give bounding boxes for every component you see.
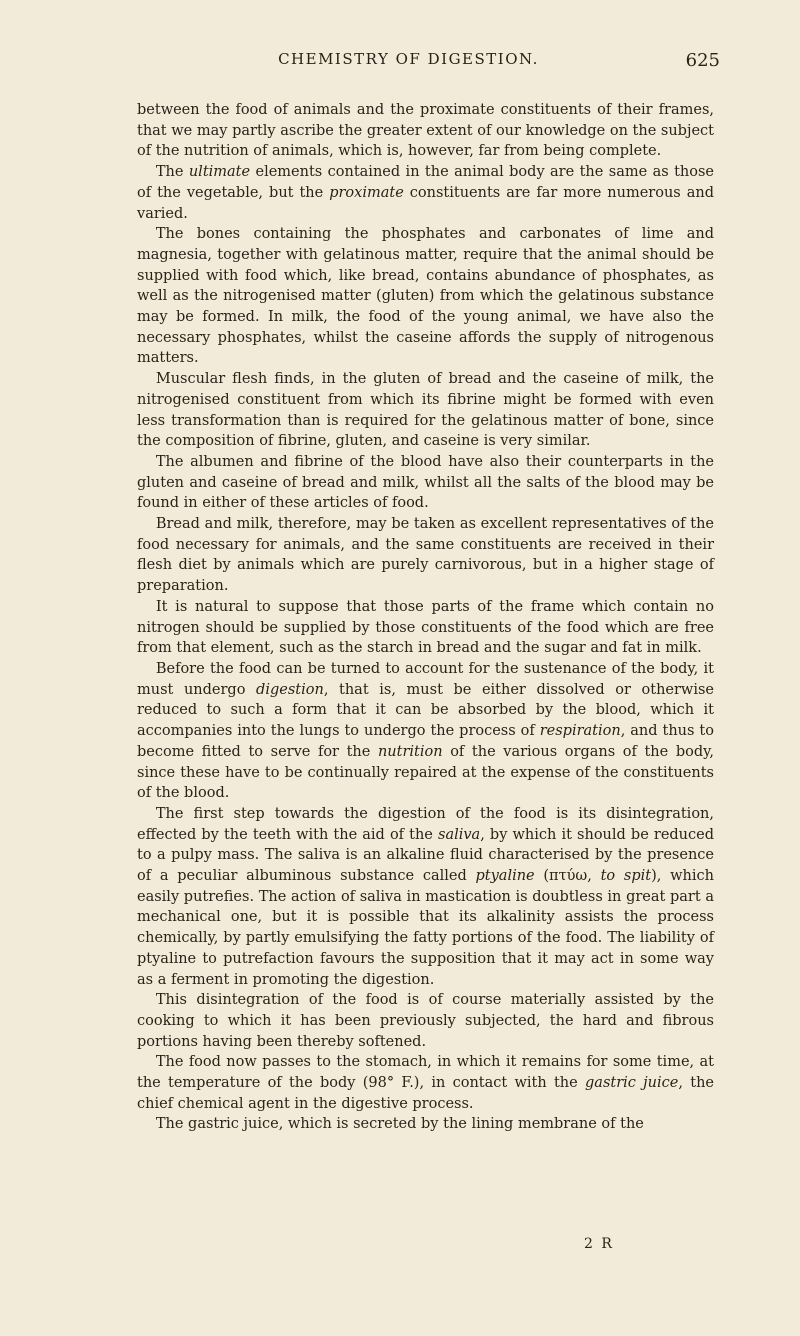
paragraph: The first step towards the digestion of the food is its disintegration, effected by the teeth with the aid of the saliva, by which it should be reduced to a pulpy mass. The saliva is an alkaline fluid characterised by the presence of a peculiar albuminous substance called ptyaline (πτύω, to spit), which easily putrefies. The action of saliva in mastication is doubtless in great part a mechanical one, but it is possible that its alkalinity assists the process chemically, by partly emulsifying the fatty portions of the food. The liability of ptyaline to putrefaction favours the supposition that it may act in some way as a ferment in promoting the digestion. — [137, 805, 714, 988]
paragraph: The ultimate elements contained in the animal body are the same as those of the vegetable, but the proximate constituents are far more numerous and varied. — [137, 164, 714, 222]
page-number: 625 — [685, 50, 720, 71]
paragraph: Bread and milk, therefore, may be taken as excellent representatives of the food necessary for animals, and the same constituents are received in their flesh diet by animals which are purely carnivorous, but in a higher stage of preparation. — [137, 516, 714, 595]
paragraph: Muscular flesh finds, in the gluten of bread and the caseine of milk, the nitrogenised constituent from which its fibrine might be formed with even less transformation than is required for the gelatinous matter of bone, since the composition of fibrine, gluten, and caseine is very similar. — [137, 371, 714, 450]
paragraph: The bones containing the phosphates and carbonates of lime and magnesia, together with gelatinous matter, require that the animal should be supplied with food which, like bread, contains abundance of phosphates, as well as the nitrogenised matter (gluten) from which the gelatinous substance may be formed. In milk, the food of the young animal, we have also the necessary phosphates, whilst the caseine affords the supply of nitrogenous matters. — [137, 226, 714, 367]
paragraph: This disintegration of the food is of course materially assisted by the cooking to which it has been previously subjected, the hard and fibrous portions having been thereby softened. — [137, 992, 714, 1050]
body-text — [137, 100, 714, 1135]
paragraph: The gastric juice, which is secreted by the lining membrane of the — [155, 1116, 644, 1133]
paragraph: The food now passes to the stomach, in which it remains for some time, at the temperature of the body (98° F.), in contact with the gastric juice, the chief chemical agent in the digestive process. — [137, 1054, 714, 1112]
paragraph: Before the food can be turned to account for the sustenance of the body, it must undergo digestion, that is, must be either dissolved or otherwise reduced to such a form that it can be absorbed by the blood, which it accompanies into the lungs to undergo the process of respiration, and thus to become fitted to serve for the nutrition of the various organs of the body, since these have to be continually repaired at the expense of the constituents of the blood. — [137, 660, 714, 802]
signature-mark: 2 R — [584, 1236, 614, 1252]
page-header — [137, 50, 720, 74]
paragraph: between the food of animals and the proximate constituents of their frames, that we may partly ascribe the greater extent of our knowledge on the subject of the nutrition of animals, which is, however, far from being complete. — [137, 102, 714, 160]
paragraph: It is natural to suppose that those parts of the frame which contain no nitrogen should be supplied by those constituents of the food which are free from that element, such as the starch in bread and the sugar and fat in milk. — [137, 598, 714, 657]
running-title: CHEMISTRY OF DIGESTION. — [278, 50, 539, 68]
paragraph: The albumen and fibrine of the blood have also their counterparts in the gluten and caseine of bread and milk, whilst all the salts of the blood may be found in either of these articles of food. — [137, 453, 714, 512]
